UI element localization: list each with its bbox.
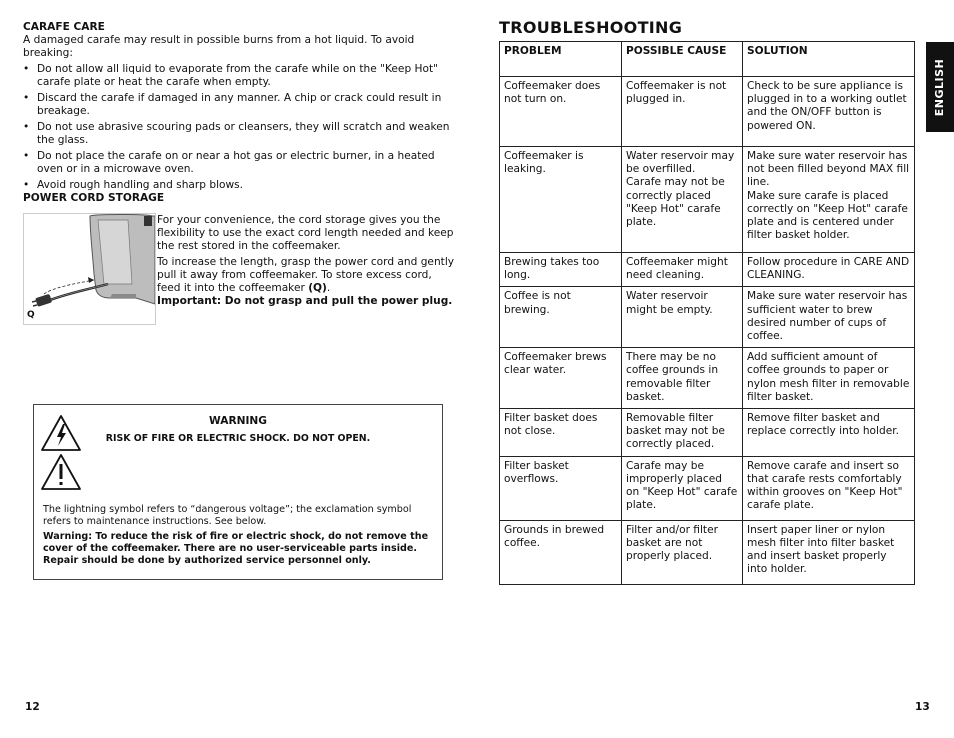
cell-problem: Coffeemaker is leaking.	[500, 147, 622, 253]
cord-storage-figure	[23, 213, 156, 325]
cell-problem: Coffeemaker brews clear water.	[500, 348, 622, 409]
warning-symbol-explanation: The lightning symbol refers to “dangerous voltage”; the exclamation symbol refers to maintenance instructions. See below.	[43, 504, 412, 527]
cell-cause: Coffeemaker might need cleaning.	[622, 253, 743, 287]
cell-solution: Add sufficient amount of coffee grounds to paper or nylon mesh filter in removable filter basket.	[743, 348, 915, 409]
cell-problem: Grounds in brewed coffee.	[500, 520, 622, 584]
cord-storage-paragraph-2-text: To increase the length, grasp the power cord and gently pull it away from coffeemaker. To store excess cord, feed it into the coffeemaker	[157, 256, 455, 294]
carafe-care-section	[23, 21, 455, 205]
table-row	[500, 147, 915, 253]
cell-solution: Remove filter basket and replace correctly into holder.	[743, 409, 915, 457]
cell-cause: There may be no coffee grounds in removable filter basket.	[622, 348, 743, 409]
cell-cause: Removable filter basket may not be correctly placed.	[622, 409, 743, 457]
header-possible-cause: POSSIBLE CAUSE	[622, 42, 743, 77]
cell-solution: Follow procedure in CARE AND CLEANING.	[743, 253, 915, 287]
list-item: • Discard the carafe if damaged in any manner. A chip or crack could result in breakage.	[37, 92, 455, 118]
cord-storage-paragraph-2	[157, 256, 455, 295]
coffeemaker-base-illustration	[24, 214, 155, 324]
troubleshooting-title: TROUBLESHOOTING	[499, 18, 683, 37]
cell-solution: Make sure water reservoir has not been filled beyond MAX fill line. Make sure carafe is placed correctly on "Keep Hot" carafe plate and is centered under filter basket holder.	[743, 147, 915, 253]
warning-box	[33, 404, 443, 580]
list-item: • Avoid rough handling and sharp blows.	[37, 179, 455, 192]
cell-problem: Filter basket overflows.	[500, 456, 622, 520]
header-solution: SOLUTION	[743, 42, 915, 77]
table-row	[500, 456, 915, 520]
figure-label: Q	[27, 310, 35, 320]
header-problem: PROBLEM	[500, 42, 622, 77]
troubleshooting-table-wrap	[499, 41, 915, 585]
page-number-right: 13	[915, 701, 930, 713]
cell-cause: Coffeemaker is not plugged in.	[622, 77, 743, 147]
table-row	[500, 253, 915, 287]
cell-problem: Brewing takes too long.	[500, 253, 622, 287]
table-row	[500, 287, 915, 348]
language-tab-label: ENGLISH	[933, 58, 947, 116]
cord-storage-paragraph-1: For your convenience, the cord storage gives you the flexibility to use the exact cord length needed and keep the rest stored in the coffeemaker.	[157, 214, 454, 252]
cell-cause: Water reservoir may be overfilled. Carafe may not be correctly placed "Keep Hot" carafe plate.	[622, 147, 743, 253]
cell-solution: Check to be sure appliance is plugged in to a working outlet and the ON/OFF button is powered ON.	[743, 77, 915, 147]
carafe-care-list	[23, 63, 455, 192]
cell-problem: Coffeemaker does not turn on.	[500, 77, 622, 147]
troubleshooting-table	[499, 41, 915, 585]
cell-problem: Coffee is not brewing.	[500, 287, 622, 348]
cord-storage-heading: POWER CORD STORAGE	[23, 192, 165, 204]
important-note: Important: Do not grasp and pull the power plug.	[157, 295, 453, 307]
carafe-care-intro: A damaged carafe may result in possible burns from a hot liquid. To avoid breaking:	[23, 34, 415, 59]
cell-cause: Water reservoir might be empty.	[622, 287, 743, 348]
list-item: • Do not allow all liquid to evaporate from the carafe while on the "Keep Hot" carafe plate or heat the carafe when empty.	[37, 63, 455, 89]
page-number-left: 12	[25, 701, 40, 713]
table-row	[500, 409, 915, 457]
cell-solution: Make sure water reservoir has sufficient water to brew desired number of cups of coffee.	[743, 287, 915, 348]
carafe-care-heading: CARAFE CARE	[23, 21, 105, 33]
figure-reference: (Q)	[308, 282, 327, 294]
table-header-row	[500, 42, 915, 77]
table-row	[500, 520, 915, 584]
cell-cause: Filter and/or filter basket are not properly placed.	[622, 520, 743, 584]
list-item: • Do not place the carafe on or near a hot gas or electric burner, in a heated oven or in a microwave oven.	[37, 150, 455, 176]
warning-notice: Warning: To reduce the risk of fire or electric shock, do not remove the cover of the coffeemaker. There are no user-serviceable parts inside. Repair should be done by authorized service personnel only.	[43, 531, 429, 566]
cell-solution: Insert paper liner or nylon mesh filter into filter basket and insert basket properly into holder.	[743, 520, 915, 584]
cell-cause: Carafe may be improperly placed on "Keep Hot" carafe plate.	[622, 456, 743, 520]
warning-title: WARNING	[209, 415, 267, 427]
warning-subtitle: RISK OF FIRE OR ELECTRIC SHOCK. DO NOT OPEN.	[105, 433, 371, 444]
cord-storage-text	[157, 214, 455, 308]
cell-problem: Filter basket does not close.	[500, 409, 622, 457]
language-tab	[926, 42, 954, 132]
table-row	[500, 348, 915, 409]
table-row	[500, 77, 915, 147]
period: .	[326, 282, 331, 294]
cell-solution: Remove carafe and insert so that carafe rests comfortably within grooves on "Keep Hot" carafe plate.	[743, 456, 915, 520]
exclamation-warning-icon	[40, 453, 82, 491]
list-item: • Do not use abrasive scouring pads or cleansers, they will scratch and weaken the glass.	[37, 121, 455, 147]
